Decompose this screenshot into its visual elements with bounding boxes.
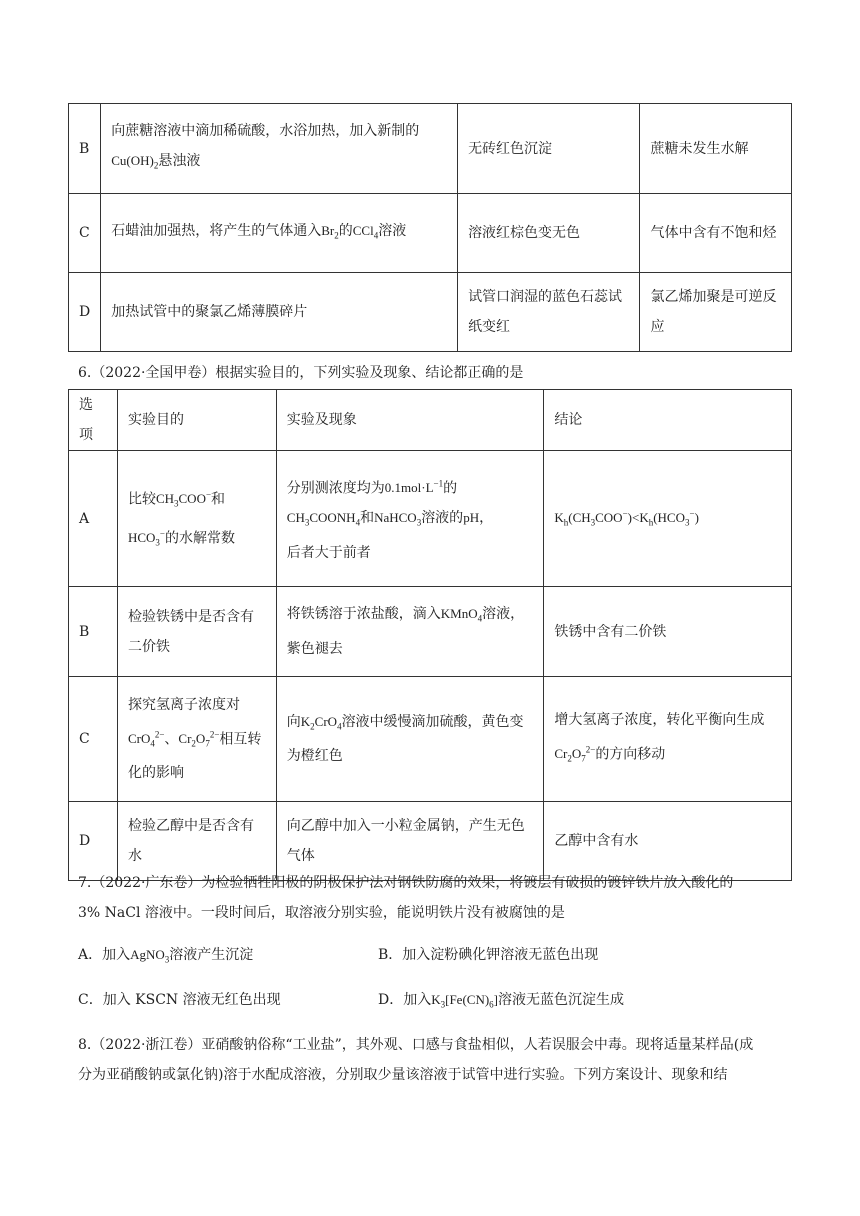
cell-purpose: 探究氢离子浓度对 CrO$_4^{2-}$、$Cr_2O_7^{2-}$相互转化的影响 — [117, 677, 276, 802]
text: 向蔗糖溶液中滴加稀硫酸，水浴加热，加入新制的 — [111, 123, 420, 140]
cell-conclusion: 增大氢离子浓度，转化平衡向生成 $Cr_2O_7^{2-}$的方向移动 — [544, 677, 792, 802]
formula: NaHCO$_3$ — [374, 510, 422, 528]
option-b: B．加入淀粉碘化钾溶液无蓝色出现 — [378, 947, 599, 963]
table-row — [69, 273, 792, 352]
row-label: A — [69, 451, 118, 587]
text: 悬浊液 — [158, 153, 201, 170]
cell-conclusion: 乙醇中含有水 — [544, 802, 792, 881]
question-7-line2: 3% NaCl 溶液中。一段时间后，取溶液分别实验，能说明铁片没有被腐蚀的是 — [78, 905, 565, 921]
formula: CCl$_4$ — [352, 222, 379, 241]
row-label: D — [69, 802, 118, 881]
question-8-line2: 分为亚硝酸钠或氯化钠)溶于水配成溶液，分别取少量该溶液于试管中进行实验。下列方案设计、现象和结 — [78, 1067, 728, 1083]
header-option: 选项 — [69, 390, 118, 451]
table-header-row — [69, 390, 792, 451]
cell-purpose: 比较$CH_3COO^-$和 $HCO_3^-$的水解常数 — [117, 451, 276, 587]
formula: $CH_3COO^-$ — [155, 489, 212, 509]
table-row — [69, 677, 792, 802]
header-purpose: 实验目的 — [117, 390, 276, 451]
table-row — [69, 194, 792, 273]
cell-experiment: 石蜡油加强热，将产生的气体通入$Br_2$的CCl$_4$溶液 — [101, 194, 458, 273]
option-d: D．加入$K_3[Fe(CN)_6]$溶液无蓝色沉淀生成 — [378, 992, 625, 1010]
formula: $K_h(CH_3COO^-)<K_h(HCO_3^-)$ — [554, 509, 699, 528]
question-6-stem: 6.（2022·全国甲卷）根据实验目的，下列实验及现象、结论都正确的是 — [78, 365, 524, 381]
row-label: B — [69, 104, 101, 194]
cell-experiment: 将铁锈溶于浓盐酸，滴入KMnO$_4$溶液，紫色褪去 — [276, 587, 544, 677]
row-label: C — [69, 194, 101, 273]
cell-experiment — [101, 104, 458, 194]
cell-conclusion — [544, 451, 792, 587]
cell-phenomenon: 无砖红色沉淀 — [458, 104, 640, 194]
cell-phenomenon: 试管口润湿的蓝色石蕊试纸变红 — [458, 273, 640, 352]
cell-experiment: 分别测浓度均为$0.1mol\cdot L^{-1}$的 $CH_3COONH_4$和NaHCO$_3$溶液的pH， 后者大于前者 — [276, 451, 544, 587]
cell-phenomenon: 溶液红棕色变无色 — [458, 194, 640, 273]
formula: $HCO_3^-$ — [127, 528, 165, 548]
table-row — [69, 104, 792, 194]
formula: $CH_3COONH_4$ — [286, 510, 361, 528]
table-row — [69, 451, 792, 587]
formula: $K_2CrO_4$ — [300, 713, 342, 732]
formula: $0.1mol\cdot L^{-1}$ — [384, 479, 444, 496]
option-a: A．加入AgNO$_3$溶液产生沉淀 — [78, 947, 254, 965]
cell-conclusion: 蔗糖未发生水解 — [640, 104, 792, 194]
cell-experiment: 加热试管中的聚氯乙烯薄膜碎片 — [101, 273, 458, 352]
question-6-table — [68, 389, 792, 881]
formula: pH — [463, 510, 480, 526]
formula: KMnO$_4$ — [440, 606, 483, 624]
table-continuation — [68, 103, 792, 352]
row-label: D — [69, 273, 101, 352]
row-label: B — [69, 587, 118, 677]
cell-purpose: 检验乙醇中是否含有水 — [117, 802, 276, 881]
formula: $Br_2$ — [321, 222, 339, 241]
table-row — [69, 587, 792, 677]
cell-purpose: 检验铁锈中是否含有二价铁 — [117, 587, 276, 677]
cell-conclusion: 气体中含有不饱和烃 — [640, 194, 792, 273]
formula: $Cr_2O_7^{2-}$ — [554, 744, 596, 764]
formula: CrO$_4^{2-}$ — [127, 729, 165, 749]
formula: $K_3[Fe(CN)_6]$ — [431, 992, 499, 1010]
formula: $Cu(OH)_2$ — [111, 153, 159, 171]
option-c: C．加入 KSCN 溶液无红色出现 — [78, 992, 281, 1008]
header-experiment: 实验及现象 — [276, 390, 544, 451]
question-8-line1: 8.（2022·浙江卷）亚硝酸钠俗称“工业盐”，其外观、口感与食盐相似，人若误服会中毒。现将适量某样品(成 — [78, 1037, 754, 1053]
question-7-line1: 7.（2022·广东卷）为检验牺牲阳极的阴极保护法对钢铁防腐的效果，将镀层有破损的镀锌铁片放入酸化的 — [78, 875, 734, 891]
row-label: C — [69, 677, 118, 802]
header-conclusion: 结论 — [544, 390, 792, 451]
formula: AgNO$_3$ — [130, 947, 170, 965]
cell-experiment: 向$K_2CrO_4$溶液中缓慢滴加硫酸，黄色变为橙红色 — [276, 677, 544, 802]
cell-conclusion: 铁锈中含有二价铁 — [544, 587, 792, 677]
cell-conclusion: 氯乙烯加聚是可逆反应 — [640, 273, 792, 352]
cell-experiment: 向乙醇中加入一小粒金属钠，产生无色气体 — [276, 802, 544, 881]
formula: $Cr_2O_7^{2-}$ — [178, 729, 220, 749]
